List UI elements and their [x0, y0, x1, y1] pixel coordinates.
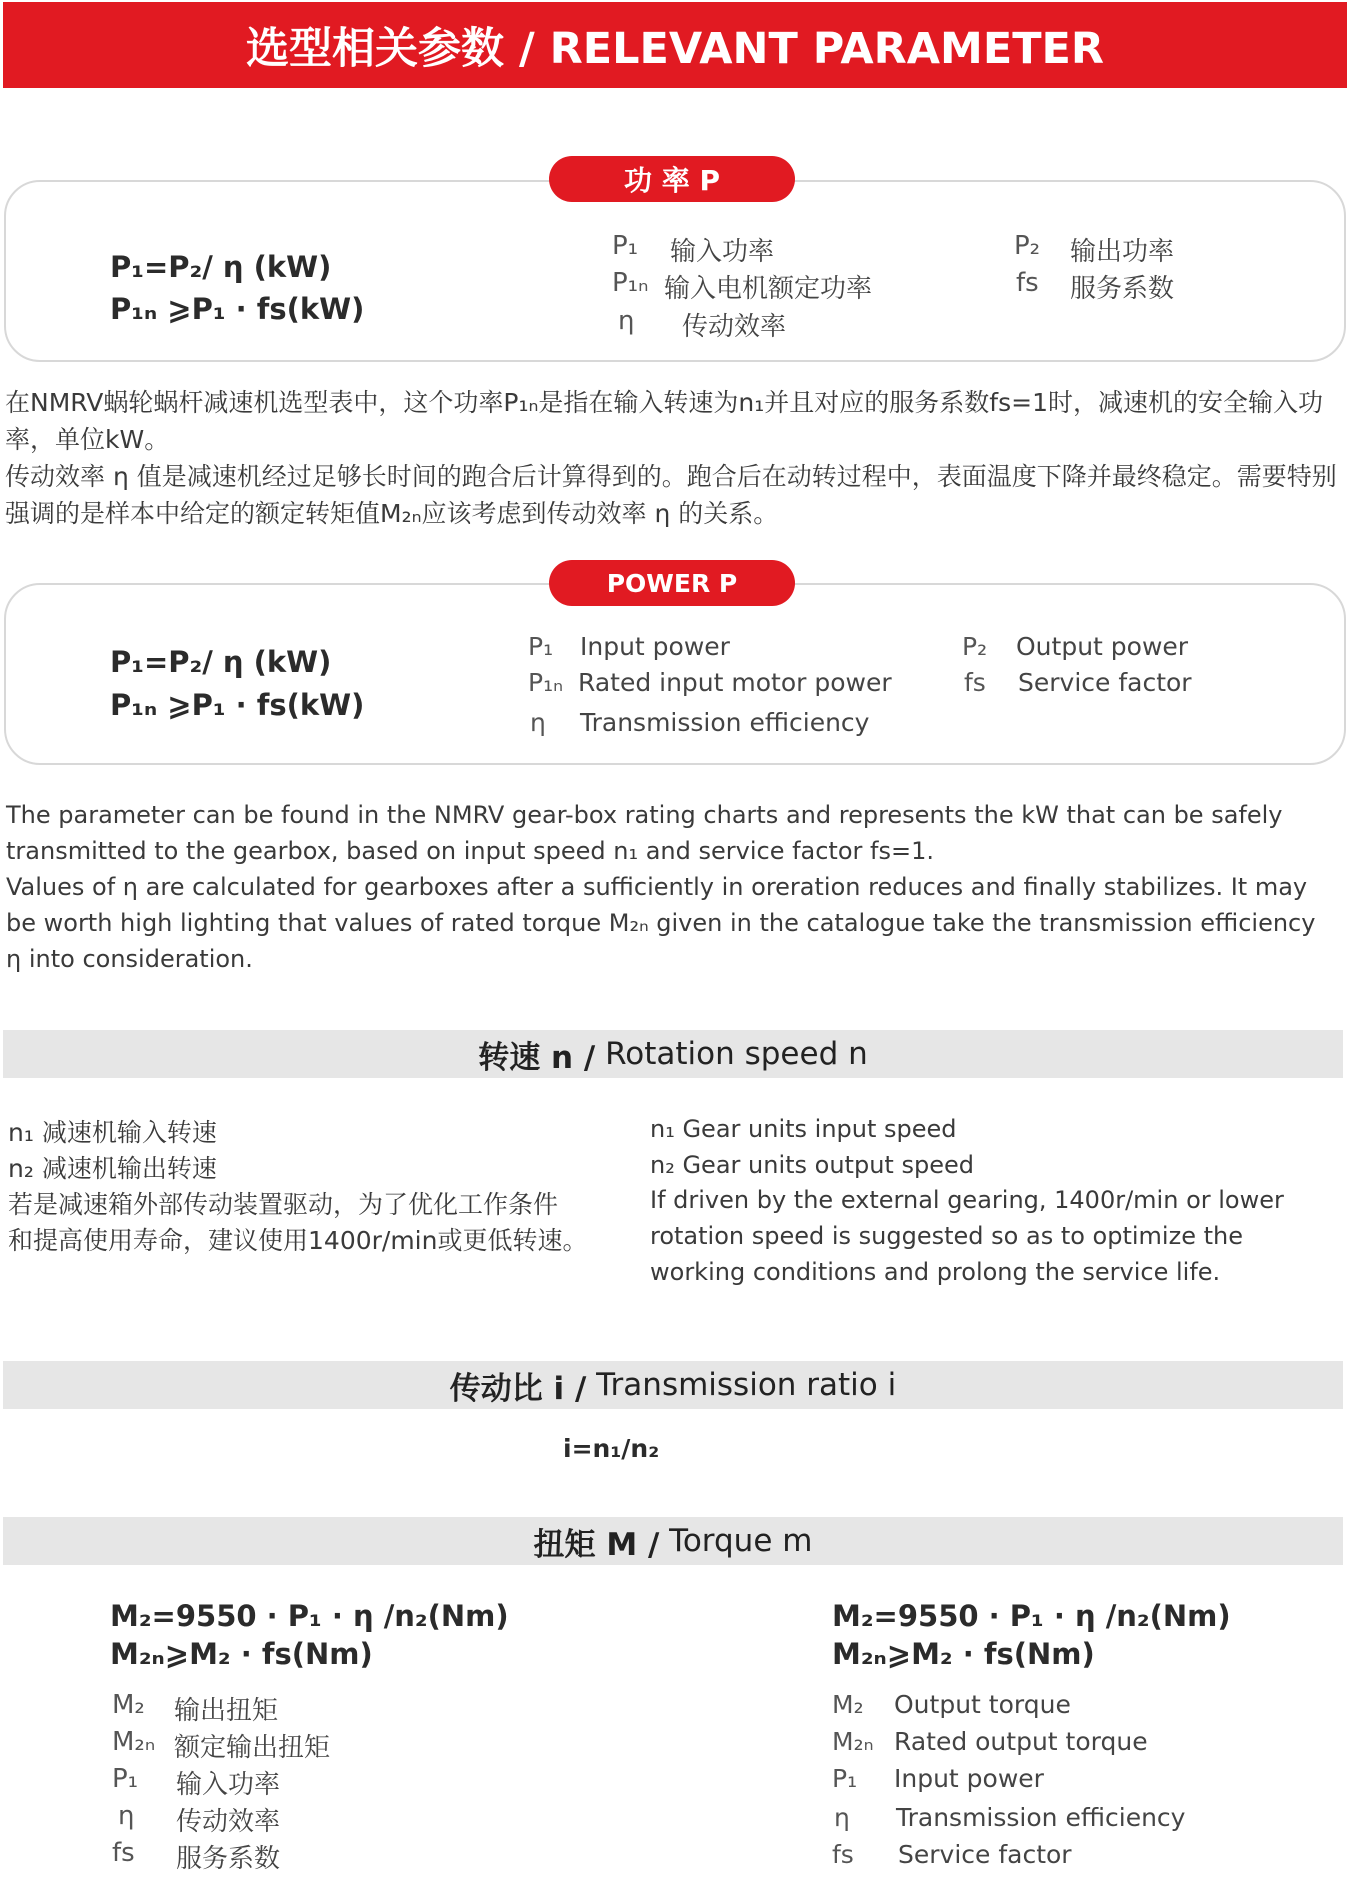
torque-en-def-sym: fs	[832, 1840, 854, 1869]
power-en-def-sym: P₂	[962, 632, 988, 661]
power-en-def-label: Service factor	[1018, 668, 1192, 697]
power-en-pill: POWER P	[549, 560, 795, 606]
power-cn-def-label: 输入电机额定功率	[664, 274, 873, 304]
torque-en-def-sym: η	[834, 1803, 850, 1832]
torque-en-def-label: Service factor	[898, 1840, 1072, 1869]
power-cn-def-sym: P₁	[612, 231, 639, 261]
power-en-paragraph-2: Values of η are calculated for gearboxes after a sufficiently in oreration reduces and finally stabilizes. It may be worth high lighting that values of rated torque M₂ₙ given in the catalogue take the transmission efficiency η into consideration.	[6, 873, 1316, 973]
torque-en-def-sym: P₁	[832, 1764, 858, 1793]
power-cn-def-label: 服务系数	[1070, 274, 1175, 304]
torque-formula-2-en: M₂ₙ⩾M₂ · fs(Nm)	[832, 1637, 1095, 1671]
torque-en-def-label: Input power	[894, 1764, 1044, 1793]
torque-formula-1-en: M₂=9550 · P₁ · η /n₂(Nm)	[832, 1599, 1231, 1633]
power-en-def-label: Transmission efficiency	[580, 708, 870, 737]
torque-formula-1: M₂=9550 · P₁ · η /n₂(Nm)	[110, 1599, 509, 1633]
power-en-def-label: Output power	[1016, 632, 1189, 661]
power-cn-def-label: 传动效率	[682, 312, 787, 342]
ratio-title-cn: 传动比 i /	[449, 1370, 587, 1407]
power-cn-def-label: 输入功率	[670, 237, 775, 267]
torque-cn-def-label: 输出扭矩	[174, 1696, 279, 1726]
power-cn-formula-2: P₁ₙ ⩾P₁ · fs(kW)	[110, 292, 365, 326]
torque-section-header	[3, 1517, 1343, 1565]
torque-cn-def-sym: P₁	[112, 1764, 139, 1794]
ratio-formula: i=n₁/n₂	[563, 1434, 660, 1463]
torque-cn-def-label: 输入功率	[176, 1770, 281, 1800]
speed-cn-line: n₂ 减速机输出转速	[8, 1154, 217, 1183]
torque-en-def-sym: M₂ₙ	[832, 1727, 874, 1756]
power-en-paragraph-1: The parameter can be found in the NMRV gear-box rating charts and represents the kW that can be safely transmitted to the gearbox, based on input speed n₁ and service factor fs=1.	[6, 801, 1283, 865]
speed-title-cn: 转速 n /	[478, 1039, 596, 1076]
power-en-def-sym: fs	[964, 668, 986, 697]
page-title: 选型相关参数 / RELEVANT PARAMETER	[3, 2, 1347, 88]
speed-cn-line: 和提高使用寿命，建议使用1400r/min或更低转速。	[8, 1226, 588, 1255]
power-en-def-sym: P₁	[528, 632, 554, 661]
speed-en-paragraph: If driven by the external gearing, 1400r/min or lower rotation speed is suggested so as to optimize the working conditions and prolong the service life.	[650, 1186, 1284, 1286]
power-cn-paragraph-2: 传动效率 η 值是减速机经过足够长时间的跑合后计算得到的。跑合后在动转过程中，表面温度下降并最终稳定。需要特别强调的是样本中给定的额定转矩值M₂ₙ应该考虑到传动效率 η 的关系。	[5, 462, 1337, 528]
speed-cn-line: n₁ 减速机输入转速	[8, 1118, 217, 1147]
power-en-formula-2: P₁ₙ ⩾P₁ · fs(kW)	[110, 688, 365, 722]
torque-cn-def-sym: fs	[112, 1838, 135, 1868]
torque-en-def-label: Transmission efficiency	[896, 1803, 1186, 1832]
power-en-def-sym: P₁ₙ	[528, 668, 564, 697]
power-cn-pill: 功 率 P	[549, 156, 795, 202]
speed-cn-line: 若是减速箱外部传动装置驱动，为了优化工作条件	[8, 1190, 559, 1219]
speed-section-header	[3, 1030, 1343, 1078]
speed-en-line: n₂ Gear units output speed	[650, 1151, 974, 1179]
torque-formula-2: M₂ₙ⩾M₂ · fs(Nm)	[110, 1637, 373, 1671]
ratio-section-header	[3, 1361, 1343, 1409]
power-en-def-label: Input power	[580, 632, 730, 661]
speed-en-line: n₁ Gear units input speed	[650, 1115, 957, 1143]
torque-cn-def-sym: M₂ₙ	[112, 1727, 156, 1757]
ratio-title-en: Transmission ratio i	[596, 1367, 897, 1403]
torque-cn-def-label: 额定输出扭矩	[174, 1733, 331, 1763]
power-cn-def-sym: fs	[1016, 268, 1039, 298]
power-en-def-label: Rated input motor power	[578, 668, 892, 697]
power-cn-paragraph-1: 在NMRV蜗轮蜗杆减速机选型表中，这个功率P₁ₙ是指在输入转速为n₁并且对应的服务系数fs=1时，减速机的安全输入功率，单位kW。	[5, 388, 1323, 454]
power-en-formula-1: P₁=P₂/ η (kW)	[110, 645, 332, 679]
power-cn-def-sym: P₂	[1014, 231, 1041, 261]
torque-title-en: Torque m	[669, 1523, 813, 1559]
torque-cn-def-label: 传动效率	[176, 1807, 281, 1837]
power-cn-def-sym: η	[618, 306, 635, 336]
speed-title-en: Rotation speed n	[605, 1036, 868, 1072]
torque-en-def-sym: M₂	[832, 1690, 864, 1719]
torque-title-cn: 扭矩 M /	[533, 1526, 660, 1563]
torque-en-def-label: Output torque	[894, 1690, 1071, 1719]
torque-en-def-label: Rated output torque	[894, 1727, 1148, 1756]
torque-cn-def-label: 服务系数	[176, 1844, 281, 1874]
power-cn-formula-1: P₁=P₂/ η (kW)	[110, 250, 332, 284]
torque-cn-def-sym: η	[118, 1801, 135, 1831]
power-en-def-sym: η	[530, 708, 546, 737]
power-cn-def-label: 输出功率	[1070, 237, 1175, 267]
power-cn-def-sym: P₁ₙ	[612, 268, 649, 298]
torque-cn-def-sym: M₂	[112, 1690, 145, 1720]
